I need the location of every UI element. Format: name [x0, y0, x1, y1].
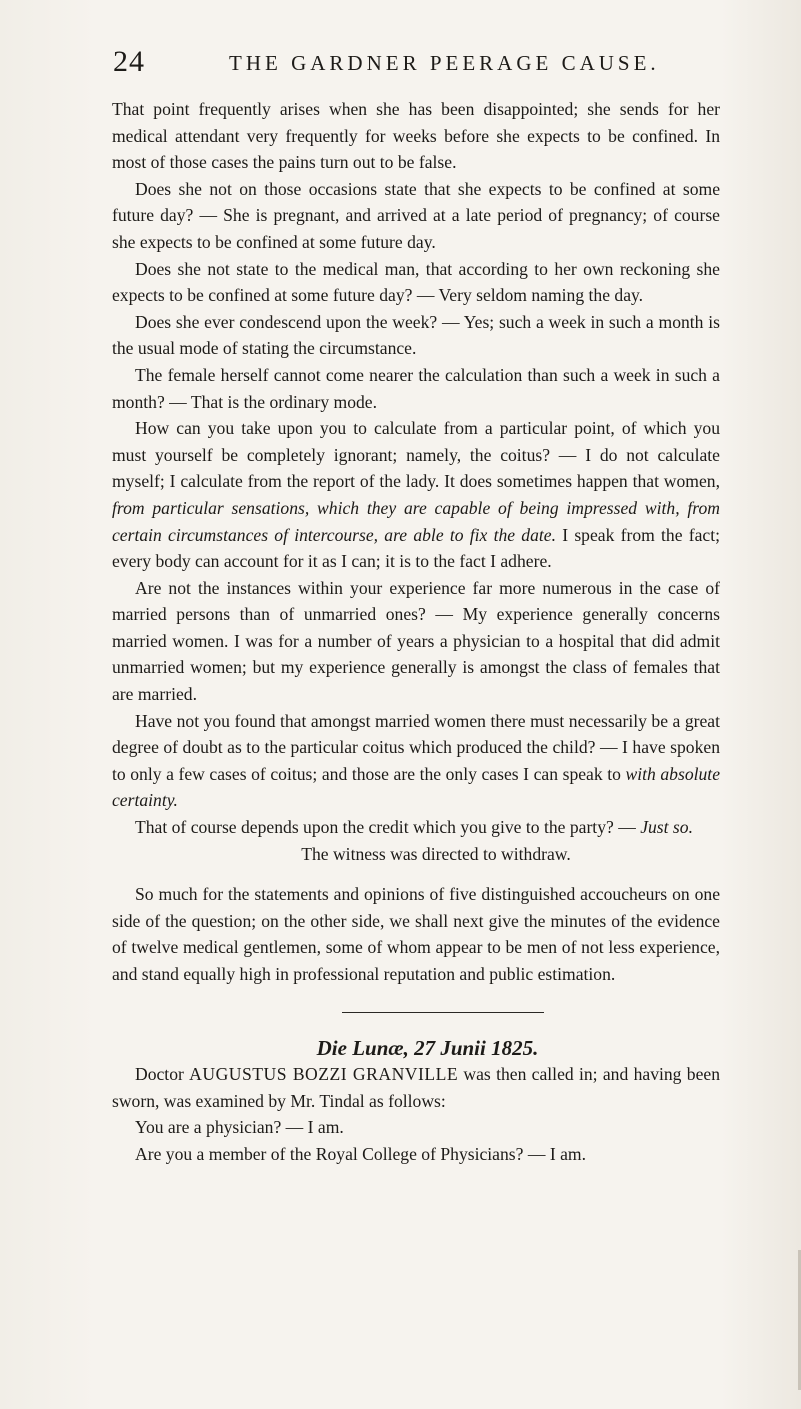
- paragraph-text: I speak from the fact; every body can account for it as I can; it is to the fact I adhere.: [112, 524, 721, 572]
- witness-name: AUGUSTUS BOZZI GRANVILLE: [189, 1064, 459, 1085]
- paragraph: [112, 708, 720, 814]
- paragraph: [112, 814, 720, 841]
- paragraph-text: Have not you found that amongst married women there must necessarily be a great degree of doubt as to the particular coitus which produced the child? — I have spoken to only a few cases of coitus; and those are the only cases I can speak to: [112, 710, 720, 784]
- paragraph: Does she ever condescend upon the week? — Yes; such a week in such a month is the usual mode of stating the circumstance.: [112, 311, 720, 359]
- paragraph: That point frequently arises when she has been disappointed; she sends for her medical attendant very frequently for weeks before she expects to be confined. In most of those cases the pains turn out to be false.: [112, 99, 720, 173]
- paragraph: Does she not state to the medical man, that according to her own reckoning she expects to be confined at some future day? — Very seldom naming the day.: [112, 258, 720, 306]
- paragraph: [112, 415, 720, 575]
- date-heading: Die Lunæ, 27 Junii 1825.: [316, 1035, 539, 1060]
- paragraph: The witness was directed to withdraw.: [301, 843, 571, 864]
- section-divider: [342, 1012, 544, 1013]
- paragraph: You are a physician? — I am.: [135, 1117, 344, 1138]
- paragraph-text: That of course depends upon the credit which you give to the party? —: [135, 817, 641, 838]
- italic-text: with absolute certainty.: [112, 763, 720, 811]
- paragraph: Are not the instances within your experience far more numerous in the case of married persons than of unmarried ones? — My experience generally concerns married women. I was for a number of years a physician to a hospital that did admit unmarried women; but my experience generally is amongst the class of females that are married.: [112, 577, 720, 705]
- italic-text: from particular sensations, which they are capable of being impressed with, from certain circumstances of intercourse, are able to fix the date.: [112, 497, 720, 545]
- paragraph: [112, 1061, 720, 1114]
- spacer: [112, 867, 720, 881]
- paragraph-text: Doctor: [135, 1064, 190, 1085]
- paragraph: So much for the statements and opinions of five distinguished accoucheurs on one side of the question; on the other side, we shall next give the minutes of the evidence of twelve medical gentlemen, some of whom appear to be men of not less experience, and stand equally high in professional reputation and public estimation.: [112, 884, 720, 984]
- paragraph: Does she not on those occasions state that she expects to be confined at some future day? — She is pregnant, and arrived at a late period of pregnancy; of course she expects to be confined at some future day.: [112, 178, 720, 252]
- paragraph: Are you a member of the Royal College of Physicians? — I am.: [135, 1143, 586, 1164]
- running-head: THE GARDNER PEERAGE CAUSE.: [229, 51, 660, 75]
- page-header: [113, 45, 731, 85]
- paragraph-text: was then called in; and having been sworn, was examined by Mr. Tindal as follows:: [112, 1064, 720, 1111]
- italic-text: Just so.: [640, 817, 693, 838]
- paragraph: The female herself cannot come nearer the calculation than such a week in such a month? — That is the ordinary mode.: [112, 364, 720, 412]
- page-body: [112, 96, 720, 1168]
- paragraph-text: How can you take upon you to calculate from a particular point, of which you must yourself be completely ignorant; namely, the coitus? — I do not calculate myself; I calculate from the report of the lady. It does sometimes happen that women,: [112, 418, 720, 492]
- page-number: 24: [113, 45, 145, 78]
